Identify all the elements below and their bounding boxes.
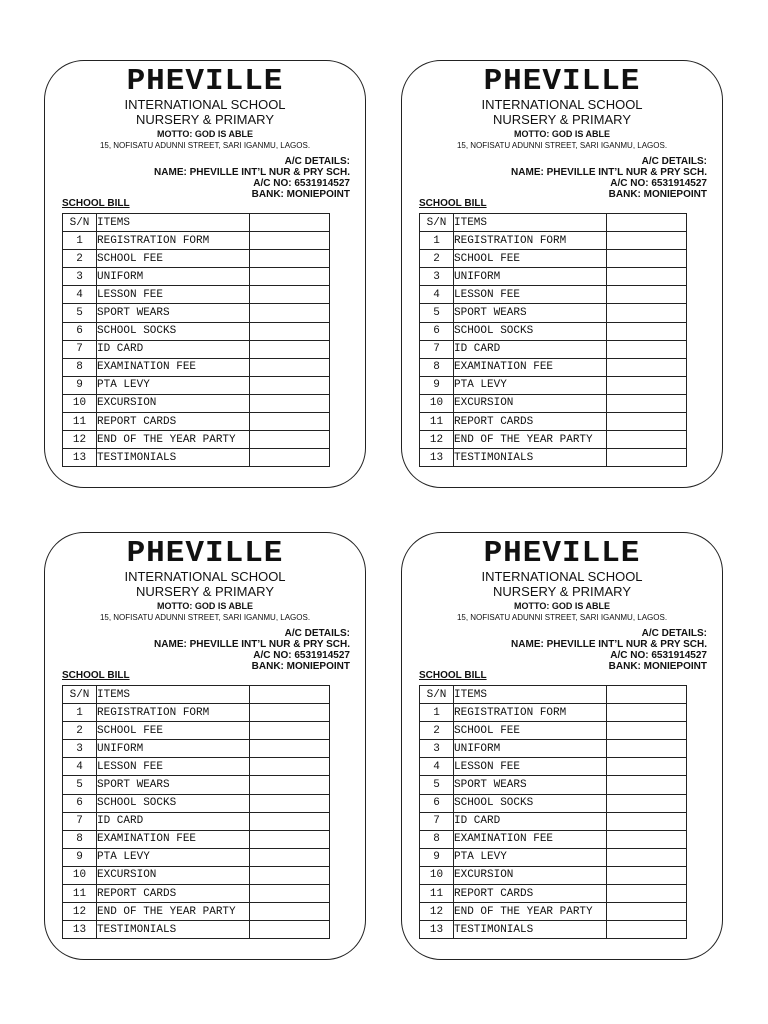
row-item: REPORT CARDS <box>454 885 607 903</box>
row-sn: 2 <box>420 722 454 740</box>
row-sn: 8 <box>63 358 97 376</box>
table-row <box>420 413 687 431</box>
row-sn: 5 <box>63 304 97 322</box>
row-item: LESSON FEE <box>97 758 250 776</box>
row-item: TESTIMONIALS <box>454 449 607 467</box>
row-amount-cell <box>250 304 330 322</box>
row-item: UNIFORM <box>97 268 250 286</box>
row-item: SCHOOL SOCKS <box>97 322 250 340</box>
bank-name: BANK: MONIEPOINT <box>608 189 707 200</box>
school-bill-label: SCHOOL BILL <box>419 198 487 209</box>
school-bill-card-2 <box>401 60 723 488</box>
account-heading: A/C DETAILS: <box>641 628 707 639</box>
row-item: ID CARD <box>97 340 250 358</box>
school-bill-card-3 <box>44 532 366 960</box>
row-item: PTA LEVY <box>97 376 250 394</box>
row-item: END OF THE YEAR PARTY <box>97 431 250 449</box>
row-amount-cell <box>250 376 330 394</box>
row-amount-cell <box>607 413 687 431</box>
row-item: EXCURSION <box>454 394 607 412</box>
school-subtitle-1: INTERNATIONAL SCHOOL <box>481 569 643 584</box>
table-row <box>63 250 330 268</box>
row-item: TESTIMONIALS <box>454 921 607 939</box>
table-row <box>420 885 687 903</box>
row-item: ID CARD <box>454 340 607 358</box>
row-sn: 1 <box>420 232 454 250</box>
row-amount-cell <box>250 232 330 250</box>
row-amount-cell <box>250 431 330 449</box>
row-sn: 5 <box>420 304 454 322</box>
row-sn: 6 <box>420 322 454 340</box>
table-row <box>420 758 687 776</box>
row-item: END OF THE YEAR PARTY <box>454 903 607 921</box>
row-sn: 3 <box>420 268 454 286</box>
row-amount-cell <box>250 704 330 722</box>
header-sn: S/N <box>63 686 97 704</box>
table-row <box>63 848 330 866</box>
row-item: LESSON FEE <box>454 758 607 776</box>
table-header-row <box>420 214 687 232</box>
row-item: SCHOOL SOCKS <box>454 322 607 340</box>
school-subtitle-2: NURSERY & PRIMARY <box>136 112 274 127</box>
row-amount-cell <box>250 740 330 758</box>
row-sn: 3 <box>63 740 97 758</box>
row-amount-cell <box>607 704 687 722</box>
table-row <box>420 268 687 286</box>
table-row <box>420 394 687 412</box>
row-sn: 4 <box>420 286 454 304</box>
row-item: LESSON FEE <box>97 286 250 304</box>
row-sn: 9 <box>420 376 454 394</box>
row-item: ID CARD <box>97 812 250 830</box>
row-item: EXCURSION <box>97 866 250 884</box>
school-bill-label: SCHOOL BILL <box>419 670 487 681</box>
table-row <box>63 866 330 884</box>
table-row <box>420 376 687 394</box>
header-items: ITEMS <box>454 686 607 704</box>
row-amount-cell <box>250 903 330 921</box>
row-item: REPORT CARDS <box>97 885 250 903</box>
row-sn: 13 <box>63 449 97 467</box>
row-item: SCHOOL SOCKS <box>454 794 607 812</box>
table-row <box>420 848 687 866</box>
row-sn: 11 <box>420 885 454 903</box>
table-row <box>63 758 330 776</box>
table-row <box>420 722 687 740</box>
row-item: SPORT WEARS <box>454 304 607 322</box>
row-sn: 1 <box>63 704 97 722</box>
row-sn: 13 <box>63 921 97 939</box>
bank-name: BANK: MONIEPOINT <box>608 661 707 672</box>
row-item: SCHOOL SOCKS <box>97 794 250 812</box>
table-row <box>420 704 687 722</box>
bank-name: BANK: MONIEPOINT <box>251 189 350 200</box>
account-number: A/C NO: 6531914527 <box>253 650 350 661</box>
row-amount-cell <box>607 830 687 848</box>
table-row <box>420 304 687 322</box>
table-row <box>63 921 330 939</box>
header-amount-cell <box>607 686 687 704</box>
row-item: SPORT WEARS <box>97 776 250 794</box>
row-amount-cell <box>607 376 687 394</box>
row-sn: 9 <box>63 376 97 394</box>
row-sn: 13 <box>420 921 454 939</box>
row-sn: 9 <box>63 848 97 866</box>
row-item: REGISTRATION FORM <box>97 232 250 250</box>
row-sn: 6 <box>63 322 97 340</box>
row-amount-cell <box>607 431 687 449</box>
header-amount-cell <box>250 686 330 704</box>
school-address: 15, NOFISATU ADUNNI STREET, SARI IGANMU, LAGOS. <box>99 141 311 150</box>
header-sn: S/N <box>63 214 97 232</box>
table-row <box>420 776 687 794</box>
school-name: PHEVILLE <box>483 64 641 99</box>
header-sn: S/N <box>420 686 454 704</box>
row-amount-cell <box>607 286 687 304</box>
row-amount-cell <box>250 250 330 268</box>
row-amount-cell <box>607 232 687 250</box>
row-sn: 8 <box>420 830 454 848</box>
table-row <box>420 740 687 758</box>
bank-name: BANK: MONIEPOINT <box>251 661 350 672</box>
table-row <box>63 394 330 412</box>
header-items: ITEMS <box>97 214 250 232</box>
row-sn: 2 <box>63 250 97 268</box>
row-amount-cell <box>607 848 687 866</box>
row-amount-cell <box>607 812 687 830</box>
school-bill-label: SCHOOL BILL <box>62 198 130 209</box>
row-amount-cell <box>250 758 330 776</box>
school-address: 15, NOFISATU ADUNNI STREET, SARI IGANMU, LAGOS. <box>99 613 311 622</box>
row-amount-cell <box>607 322 687 340</box>
school-motto: MOTTO: GOD IS ABLE <box>514 129 610 139</box>
table-header-row <box>63 686 330 704</box>
row-item: SPORT WEARS <box>454 776 607 794</box>
table-row <box>420 250 687 268</box>
table-row <box>420 286 687 304</box>
row-item: EXAMINATION FEE <box>97 358 250 376</box>
row-item: EXCURSION <box>97 394 250 412</box>
table-row <box>63 830 330 848</box>
row-amount-cell <box>250 885 330 903</box>
school-address: 15, NOFISATU ADUNNI STREET, SARI IGANMU, LAGOS. <box>456 613 668 622</box>
row-amount-cell <box>250 358 330 376</box>
table-row <box>63 885 330 903</box>
row-item: SCHOOL FEE <box>97 250 250 268</box>
row-item: REGISTRATION FORM <box>97 704 250 722</box>
row-amount-cell <box>250 322 330 340</box>
row-sn: 8 <box>63 830 97 848</box>
table-row <box>63 358 330 376</box>
row-sn: 7 <box>420 812 454 830</box>
row-sn: 12 <box>420 903 454 921</box>
row-item: UNIFORM <box>97 740 250 758</box>
table-header-row <box>420 686 687 704</box>
row-amount-cell <box>250 830 330 848</box>
row-sn: 1 <box>420 704 454 722</box>
row-sn: 5 <box>63 776 97 794</box>
row-amount-cell <box>250 340 330 358</box>
table-row <box>63 268 330 286</box>
table-row <box>63 794 330 812</box>
row-item: PTA LEVY <box>454 848 607 866</box>
table-row <box>63 304 330 322</box>
row-sn: 4 <box>63 758 97 776</box>
row-item: REPORT CARDS <box>97 413 250 431</box>
table-row <box>63 722 330 740</box>
school-subtitle-2: NURSERY & PRIMARY <box>136 584 274 599</box>
row-amount-cell <box>607 340 687 358</box>
table-row <box>420 340 687 358</box>
school-subtitle-1: INTERNATIONAL SCHOOL <box>481 97 643 112</box>
row-sn: 4 <box>420 758 454 776</box>
table-row <box>63 322 330 340</box>
row-sn: 10 <box>63 394 97 412</box>
account-number: A/C NO: 6531914527 <box>253 178 350 189</box>
row-item: ID CARD <box>454 812 607 830</box>
row-amount-cell <box>607 722 687 740</box>
school-subtitle-2: NURSERY & PRIMARY <box>493 112 631 127</box>
table-row <box>420 431 687 449</box>
row-sn: 10 <box>420 866 454 884</box>
bill-items-table <box>419 685 687 939</box>
account-heading: A/C DETAILS: <box>284 628 350 639</box>
row-amount-cell <box>607 358 687 376</box>
account-heading: A/C DETAILS: <box>641 156 707 167</box>
school-motto: MOTTO: GOD IS ABLE <box>157 601 253 611</box>
table-row <box>420 232 687 250</box>
school-subtitle-1: INTERNATIONAL SCHOOL <box>124 97 286 112</box>
row-amount-cell <box>250 776 330 794</box>
table-row <box>63 340 330 358</box>
school-name: PHEVILLE <box>126 536 284 571</box>
table-row <box>63 232 330 250</box>
row-item: EXAMINATION FEE <box>454 830 607 848</box>
row-sn: 7 <box>63 340 97 358</box>
row-amount-cell <box>607 758 687 776</box>
school-subtitle-1: INTERNATIONAL SCHOOL <box>124 569 286 584</box>
school-subtitle-2: NURSERY & PRIMARY <box>493 584 631 599</box>
row-amount-cell <box>250 722 330 740</box>
row-sn: 8 <box>420 358 454 376</box>
school-motto: MOTTO: GOD IS ABLE <box>157 129 253 139</box>
table-row <box>420 322 687 340</box>
row-amount-cell <box>250 848 330 866</box>
table-row <box>63 413 330 431</box>
row-sn: 2 <box>420 250 454 268</box>
account-name: NAME: PHEVILLE INT’L NUR & PRY SCH. <box>154 167 350 178</box>
table-row <box>63 286 330 304</box>
header-items: ITEMS <box>454 214 607 232</box>
row-sn: 7 <box>420 340 454 358</box>
row-item: REGISTRATION FORM <box>454 232 607 250</box>
row-item: TESTIMONIALS <box>97 449 250 467</box>
row-item: PTA LEVY <box>454 376 607 394</box>
row-sn: 6 <box>63 794 97 812</box>
row-item: EXAMINATION FEE <box>454 358 607 376</box>
row-amount-cell <box>250 286 330 304</box>
row-sn: 10 <box>420 394 454 412</box>
school-bill-card-1 <box>44 60 366 488</box>
row-amount-cell <box>607 449 687 467</box>
school-name: PHEVILLE <box>126 64 284 99</box>
row-amount-cell <box>250 812 330 830</box>
account-number: A/C NO: 6531914527 <box>610 650 707 661</box>
table-row <box>63 903 330 921</box>
row-sn: 13 <box>420 449 454 467</box>
row-sn: 4 <box>63 286 97 304</box>
row-amount-cell <box>250 921 330 939</box>
header-sn: S/N <box>420 214 454 232</box>
row-amount-cell <box>607 921 687 939</box>
row-amount-cell <box>250 866 330 884</box>
table-row <box>420 903 687 921</box>
school-name: PHEVILLE <box>483 536 641 571</box>
bill-items-table <box>62 685 330 939</box>
bill-items-table <box>62 213 330 467</box>
table-row <box>63 776 330 794</box>
table-row <box>63 812 330 830</box>
row-item: REGISTRATION FORM <box>454 704 607 722</box>
table-header-row <box>63 214 330 232</box>
row-amount-cell <box>607 794 687 812</box>
row-sn: 7 <box>63 812 97 830</box>
table-row <box>420 449 687 467</box>
account-heading: A/C DETAILS: <box>284 156 350 167</box>
row-item: SCHOOL FEE <box>454 722 607 740</box>
row-sn: 10 <box>63 866 97 884</box>
row-amount-cell <box>250 268 330 286</box>
row-sn: 12 <box>63 903 97 921</box>
row-amount-cell <box>607 394 687 412</box>
row-sn: 11 <box>63 413 97 431</box>
account-number: A/C NO: 6531914527 <box>610 178 707 189</box>
table-row <box>420 921 687 939</box>
table-row <box>63 449 330 467</box>
account-name: NAME: PHEVILLE INT’L NUR & PRY SCH. <box>511 167 707 178</box>
row-sn: 1 <box>63 232 97 250</box>
row-amount-cell <box>250 794 330 812</box>
bill-items-table <box>419 213 687 467</box>
row-sn: 12 <box>420 431 454 449</box>
row-amount-cell <box>607 304 687 322</box>
row-sn: 12 <box>63 431 97 449</box>
school-bill-label: SCHOOL BILL <box>62 670 130 681</box>
table-row <box>420 812 687 830</box>
row-sn: 11 <box>63 885 97 903</box>
row-item: SPORT WEARS <box>97 304 250 322</box>
row-sn: 9 <box>420 848 454 866</box>
table-row <box>420 358 687 376</box>
row-sn: 6 <box>420 794 454 812</box>
row-item: SCHOOL FEE <box>454 250 607 268</box>
row-amount-cell <box>250 413 330 431</box>
table-row <box>63 740 330 758</box>
table-row <box>420 794 687 812</box>
row-item: LESSON FEE <box>454 286 607 304</box>
row-amount-cell <box>250 394 330 412</box>
row-sn: 3 <box>420 740 454 758</box>
table-row <box>420 830 687 848</box>
account-name: NAME: PHEVILLE INT’L NUR & PRY SCH. <box>511 639 707 650</box>
row-sn: 5 <box>420 776 454 794</box>
header-items: ITEMS <box>97 686 250 704</box>
header-amount-cell <box>607 214 687 232</box>
table-row <box>63 431 330 449</box>
row-amount-cell <box>607 250 687 268</box>
row-item: END OF THE YEAR PARTY <box>454 431 607 449</box>
school-address: 15, NOFISATU ADUNNI STREET, SARI IGANMU, LAGOS. <box>456 141 668 150</box>
header-amount-cell <box>250 214 330 232</box>
table-row <box>63 376 330 394</box>
school-motto: MOTTO: GOD IS ABLE <box>514 601 610 611</box>
row-item: REPORT CARDS <box>454 413 607 431</box>
row-item: UNIFORM <box>454 740 607 758</box>
row-amount-cell <box>607 740 687 758</box>
row-sn: 11 <box>420 413 454 431</box>
row-item: SCHOOL FEE <box>97 722 250 740</box>
row-amount-cell <box>607 903 687 921</box>
row-item: EXCURSION <box>454 866 607 884</box>
row-sn: 2 <box>63 722 97 740</box>
account-name: NAME: PHEVILLE INT’L NUR & PRY SCH. <box>154 639 350 650</box>
row-sn: 3 <box>63 268 97 286</box>
row-amount-cell <box>607 268 687 286</box>
row-item: END OF THE YEAR PARTY <box>97 903 250 921</box>
table-row <box>420 866 687 884</box>
row-item: PTA LEVY <box>97 848 250 866</box>
row-amount-cell <box>250 449 330 467</box>
row-item: EXAMINATION FEE <box>97 830 250 848</box>
table-row <box>63 704 330 722</box>
row-amount-cell <box>607 866 687 884</box>
row-amount-cell <box>607 885 687 903</box>
row-item: TESTIMONIALS <box>97 921 250 939</box>
row-amount-cell <box>607 776 687 794</box>
school-bill-card-4 <box>401 532 723 960</box>
row-item: UNIFORM <box>454 268 607 286</box>
